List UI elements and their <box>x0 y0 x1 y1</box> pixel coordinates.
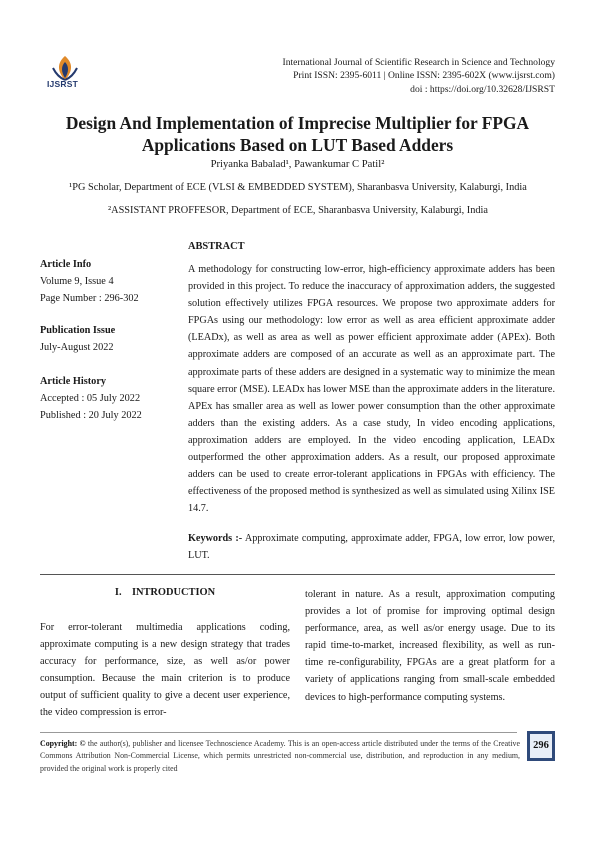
keywords-text: Approximate computing, approximate adder, FPGA, low error, low power, LUT. <box>188 533 555 562</box>
affiliation-2: ²ASSISTANT PROFFESOR, Department of ECE, Sharanbasva University, Kalaburgi, India <box>108 205 488 216</box>
abstract-heading: ABSTRACT <box>188 241 245 252</box>
journal-name: International Journal of Scientific Research in Science and Technology <box>282 57 555 68</box>
accepted-date: Accepted : 05 July 2022 <box>40 393 141 404</box>
section-divider <box>40 574 555 575</box>
paper-title <box>40 112 555 156</box>
introduction-column-left: For error-tolerant multimedia applications coding, approximate computing is a new design strategy that trades accuracy for performance, size, as well as/or power consumption. Because the main criterion is to produce output of sufficient quality to give a decent user experience, the video compression is error- <box>40 622 290 719</box>
journal-logo <box>48 54 82 96</box>
article-info-heading: Article Info <box>40 259 92 270</box>
page-number-info: Page Number : 296-302 <box>40 293 139 304</box>
paper-title-line-2: Applications Based on LUT Based Adders <box>141 135 454 155</box>
volume-info: Volume 9, Issue 4 <box>40 276 114 287</box>
journal-header <box>215 56 555 96</box>
doi-link[interactable]: doi : https://doi.org/10.32628/IJSRST <box>410 83 555 95</box>
copyright-notice <box>40 738 520 775</box>
introduction-column-right: tolerant in nature. As a result, approximation computing provides a lot of promise for improving optimal design performance, area, as well as/or energy usage. Due to its rapid time-to-market, increased flexibility, as well as run-time re-configurability, FPGAs are a great platform for a variety of applications ranging from small-scale embedded devices to high-performance computing systems. <box>305 589 555 703</box>
introduction-heading <box>40 587 290 598</box>
issn-line: Print ISSN: 2395-6011 | Online ISSN: 2395-602X (www.ijsrst.com) <box>293 70 555 82</box>
paper-title-line-1: Design And Implementation of Imprecise Multiplier for FPGA <box>65 113 530 133</box>
publication-issue-heading: Publication Issue <box>40 325 116 336</box>
abstract-text: A methodology for constructing low-error, high-efficiency approximate adders has been provided in this project. To reduce the inaccuracy of approximation adders, the suggested solution effectively utilizes FPGA resources. We propose two approximate adders for FPGAs using our methodology: low error as well as area efficient approximate adder (LEADx), as well as area as well as power efficient approximate adder (APEx). Both approximate adders are composed of an accurate as well as an approximate part. The approximate parts of these adders are designed in a systematic way to minimize the mean square error (MSE). LEADx has lower MSE than the approximate adders in the literature. APEx has smaller area as well as lower power consumption than the other approximate adders than the existing adders. As a case study, In video encoding applications, approximation adders are employed. In the video encoding application, LEADx outperformed the other approximation adders. As a result, our proposed approximate adders can be used to create error-tolerant applications in FPGAs with efficiency. The effectiveness of the proposed method is synthesized as well as simulated using Xilinx ISE 14.7. <box>188 264 555 515</box>
copyright-text: the author(s), publisher and licensee Technoscience Academy. This is an open-access article distributed under the terms of the Creative Commons Attribution Non-Commercial License, which permits unrestricted non-commercial use, distribution, and reproduction in any medium, provided the original work is properly cited <box>40 739 520 773</box>
introduction-heading-text: I. INTRODUCTION <box>114 587 216 598</box>
affiliation-1: ¹PG Scholar, Department of ECE (VLSI & EMBEDDED SYSTEM), Sharanbasva University, Kalaburgi, India <box>69 182 527 193</box>
keywords <box>188 530 555 564</box>
page-number-badge <box>527 731 555 761</box>
logo-text: IJSRST <box>47 79 78 89</box>
article-history-heading: Article History <box>40 376 107 387</box>
authors: Priyanka Babalad¹, Pawankumar C Patil² <box>210 159 385 170</box>
keywords-label: Keywords :- <box>188 533 243 544</box>
footer-divider <box>40 732 517 733</box>
publication-issue: July-August 2022 <box>40 342 114 353</box>
page-number: 296 <box>530 734 552 758</box>
published-date: Published : 20 July 2022 <box>40 410 142 421</box>
copyright-label: Copyright: © <box>40 739 86 748</box>
